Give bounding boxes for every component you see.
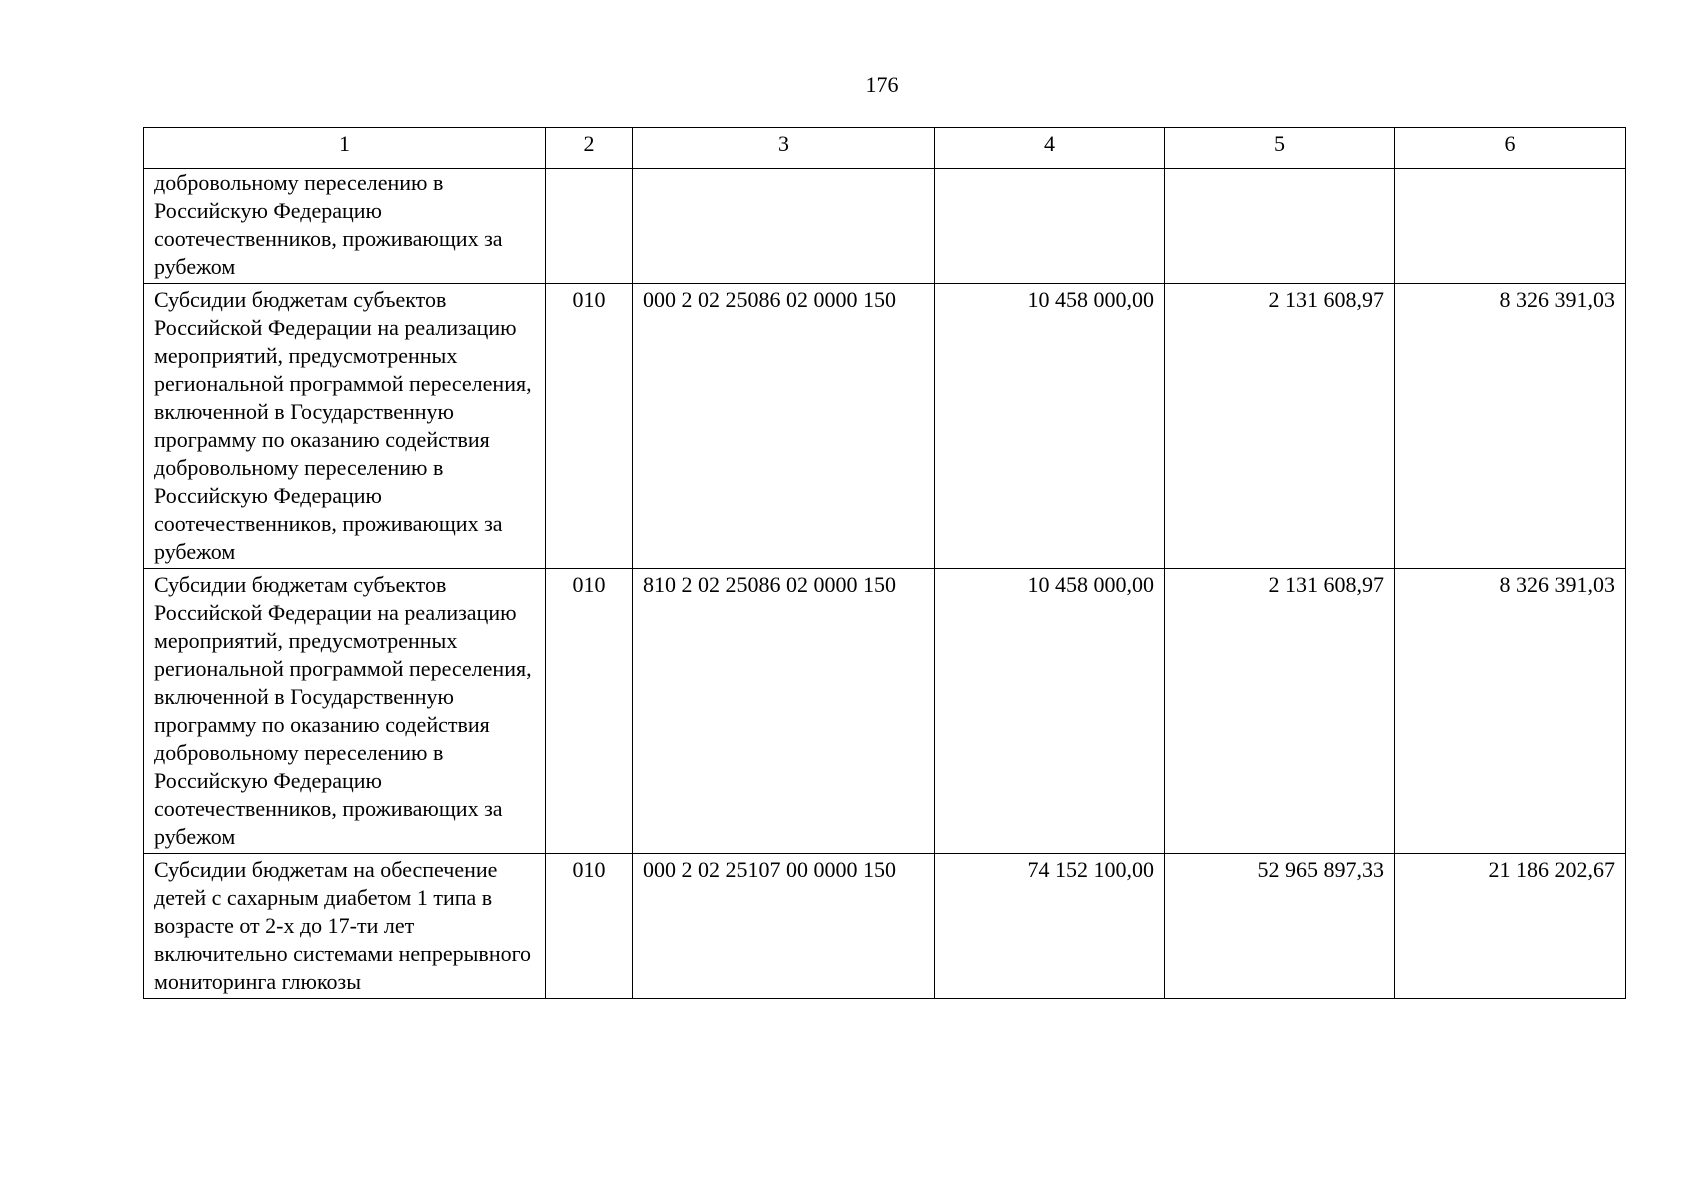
page-number: 176 bbox=[865, 72, 899, 97]
row-code-cell bbox=[633, 169, 935, 284]
row-planned-cell: 74 152 100,00 bbox=[935, 854, 1165, 999]
row-name-cell: Субсидии бюджетам субъектов Российской Федерации на реализацию мероприятий, предусмотренных региональной программой переселения, включенной в Государственную программу по оказанию содействия добровольному переселению в Российскую Федерацию соотечественников, проживающих за рубежом bbox=[144, 284, 546, 569]
row-executed-cell bbox=[1165, 169, 1395, 284]
table-row bbox=[144, 169, 1626, 284]
budget-table bbox=[143, 127, 1626, 999]
row-code-cell: 000 2 02 25086 02 0000 150 bbox=[633, 284, 935, 569]
row-code-cell: 810 2 02 25086 02 0000 150 bbox=[633, 569, 935, 854]
row-remaining-cell: 8 326 391,03 bbox=[1395, 569, 1626, 854]
column-header-3: 3 bbox=[633, 128, 935, 169]
row-name-cell: Субсидии бюджетам на обеспечение детей с сахарным диабетом 1 типа в возрасте от 2-х до 17-ти лет включительно системами непрерывного мониторинга глюкозы bbox=[144, 854, 546, 999]
row-name-cell: добровольному переселению в Российскую Федерацию соотечественников, проживающих за рубежом bbox=[144, 169, 546, 284]
column-header-2: 2 bbox=[546, 128, 633, 169]
row-chapter-cell: 010 bbox=[546, 284, 633, 569]
row-executed-cell: 52 965 897,33 bbox=[1165, 854, 1395, 999]
row-remaining-cell: 8 326 391,03 bbox=[1395, 284, 1626, 569]
row-chapter-cell: 010 bbox=[546, 854, 633, 999]
column-header-5: 5 bbox=[1165, 128, 1395, 169]
column-header-1: 1 bbox=[144, 128, 546, 169]
table-row bbox=[144, 569, 1626, 854]
row-planned-cell: 10 458 000,00 bbox=[935, 569, 1165, 854]
table-header-row bbox=[144, 128, 1626, 169]
table-row bbox=[144, 284, 1626, 569]
row-planned-cell bbox=[935, 169, 1165, 284]
row-executed-cell: 2 131 608,97 bbox=[1165, 284, 1395, 569]
row-remaining-cell: 21 186 202,67 bbox=[1395, 854, 1626, 999]
column-header-4: 4 bbox=[935, 128, 1165, 169]
row-code-cell: 000 2 02 25107 00 0000 150 bbox=[633, 854, 935, 999]
row-executed-cell: 2 131 608,97 bbox=[1165, 569, 1395, 854]
row-chapter-cell: 010 bbox=[546, 569, 633, 854]
row-name-cell: Субсидии бюджетам субъектов Российской Федерации на реализацию мероприятий, предусмотренных региональной программой переселения, включенной в Государственную программу по оказанию содействия добровольному переселению в Российскую Федерацию соотечественников, проживающих за рубежом bbox=[144, 569, 546, 854]
row-remaining-cell bbox=[1395, 169, 1626, 284]
row-planned-cell: 10 458 000,00 bbox=[935, 284, 1165, 569]
column-header-6: 6 bbox=[1395, 128, 1626, 169]
table-row bbox=[144, 854, 1626, 999]
row-chapter-cell bbox=[546, 169, 633, 284]
